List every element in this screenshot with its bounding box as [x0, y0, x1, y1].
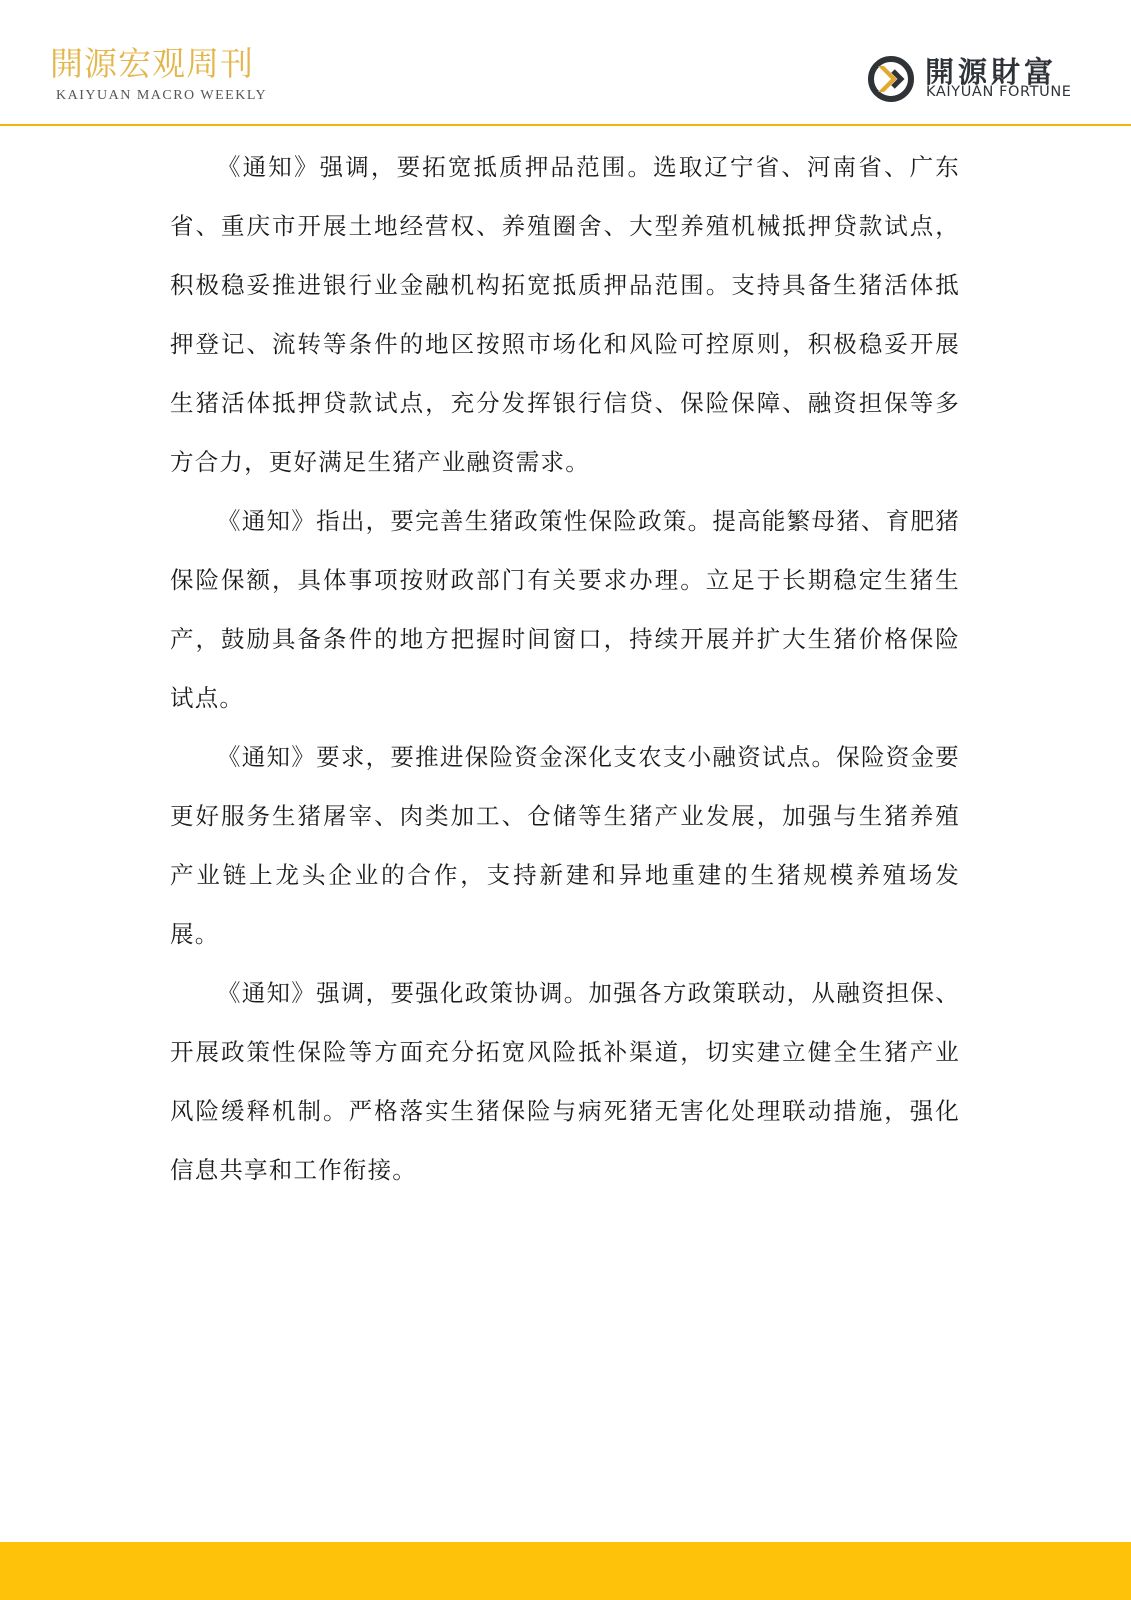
brand-title: 開源宏观周刊 — [50, 44, 254, 83]
paragraph: 《通知》强调，要强化政策协调。加强各方政策联动，从融资担保、开展政策性保险等方面充分拓宽风险抵补渠道，切实建立健全生猪产业风险缓释机制。严格落实生猪保险与病死猪无害化处理联动措施，强化信息共享和工作衔接。 — [170, 979, 960, 1184]
brand-subtitle: KAIYUAN MACRO WEEKLY — [56, 88, 268, 103]
body-text — [170, 138, 960, 1200]
page-header — [0, 0, 1131, 128]
paragraph: 《通知》强调，要拓宽抵质押品范围。选取辽宁省、河南省、广东省、重庆市开展土地经营权、养殖圈舍、大型养殖机械抵押贷款试点，积极稳妥推进银行业金融机构拓宽抵质押品范围。支持具备生猪活体抵押登记、流转等条件的地区按照市场化和风险可控原则，积极稳妥开展生猪活体抵押贷款试点，充分发挥银行信贷、保险保障、融资担保等多方合力，更好满足生猪产业融资需求。 — [170, 153, 960, 476]
kaiyuan-logo-icon — [866, 54, 916, 104]
header-divider — [0, 124, 1131, 126]
footer-band — [0, 1542, 1131, 1600]
paragraph: 《通知》要求，要推进保险资金深化支农支小融资试点。保险资金要更好服务生猪屠宰、肉类加工、仓储等生猪产业发展，加强与生猪养殖产业链上龙头企业的合作，支持新建和异地重建的生猪规模养殖场发展。 — [170, 743, 960, 948]
paragraph: 《通知》指出，要完善生猪政策性保险政策。提高能繁母猪、育肥猪保险保额，具体事项按财政部门有关要求办理。立足于长期稳定生猪生产，鼓励具备条件的地方把握时间窗口，持续开展并扩大生猪价格保险试点。 — [170, 507, 960, 712]
logo-wordmark-cn: 開源財富 — [925, 55, 1058, 89]
logo-wordmark-en: KAIYUAN FORTUNE — [926, 84, 1072, 100]
